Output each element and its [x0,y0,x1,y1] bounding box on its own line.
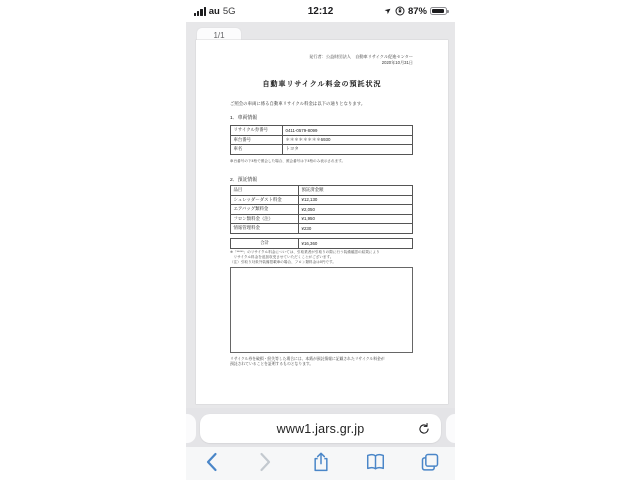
row-label: 車名 [231,145,283,155]
row-value: トヨタ [283,145,413,155]
total-table [230,238,413,249]
table-row [231,224,413,234]
table-row [231,145,413,155]
deposit-fee-table [230,185,413,234]
deposit-note-line: リサイクル料金を追加収受させていただくことがございます。 [230,254,334,259]
back-button[interactable] [196,449,226,475]
tabs-icon [420,452,440,472]
vehicle-table-note: 車台番号の下4桁で照会した場合、照会番号は下4桁のみ表示されます。 [230,159,346,163]
total-row [231,239,413,249]
back-chevron-icon [205,452,218,472]
page-indicator: 1/1 [196,27,242,42]
url-label: www1.jars.gr.jp [276,421,365,436]
issue-date: 2020年10月31日 [381,60,413,65]
carrier-label: au [208,5,220,17]
column-header-amount: 預託済金額 [299,186,413,196]
clock-label: 12:12 [307,5,334,17]
location-arrow-icon: ➤ [382,4,394,17]
safari-browser-screenshot [186,0,455,480]
table-row [231,205,413,215]
row-value: 0411-0579-8099 [283,126,413,136]
total-label: 合計 [231,239,299,249]
reload-icon [417,422,431,436]
battery-percent-label: 87% [407,5,427,17]
fee-amount: ¥12,130 [299,195,413,205]
fee-amount: ¥2,050 [299,205,413,215]
tabs-button[interactable] [415,449,445,475]
row-label: リサイクル券番号 [231,126,283,136]
document-title: 自動車リサイクル料金の預託状況 [262,81,382,88]
column-header-item: 品目 [231,186,299,196]
share-button[interactable] [306,449,336,475]
table-row [231,126,413,136]
deposit-note-line: ※「*****」のリサイクル料金については、引取業者が引取りの際に行う装備確認の結果により [230,250,380,254]
document-issuer [309,54,413,66]
fee-label: 情報管理料金 [231,224,299,234]
deposit-notes [230,250,380,264]
adjacent-tab-left[interactable] [186,414,196,443]
table-row [231,214,413,224]
document-page [196,40,448,404]
forward-chevron-icon [259,452,272,472]
network-type-label: 5G [222,5,236,17]
table-row [231,195,413,205]
footer-note [230,357,385,367]
row-label: 車台番号 [231,135,283,145]
share-icon [311,451,331,473]
footer-note-line: 預託されていることを証明するものとなります。 [230,362,314,367]
address-bar[interactable] [200,414,441,443]
total-amount: ¥16,360 [299,239,413,249]
fee-label: フロン類料金（注） [231,214,299,224]
adjacent-tab-right[interactable] [446,414,455,443]
battery-icon [430,7,447,16]
empty-remarks-box [230,267,413,353]
table-row [231,135,413,145]
row-value: ＊＊＊＊＊＊＊＊6930 [283,135,413,145]
document-intro: ご照会の車両に係る自動車リサイクル料金は以下の通りとなります。 [230,101,366,106]
fee-amount: ¥1,950 [299,214,413,224]
bottom-toolbar [186,447,455,480]
fee-label: エアバッグ類料金 [231,205,299,215]
fee-amount: ¥230 [299,224,413,234]
reload-button[interactable] [416,421,432,437]
issuer-line: 発行者：公益財団法人 自動車リサイクル促進センター [309,54,413,59]
section-vehicle-heading: 1．車両情報 [230,116,258,121]
table-header-row [231,186,413,196]
footer-note-line: リサイクル券を破損・紛失等した場合には、本紙が預託情報に記載されたリサイクル料金が [230,357,385,361]
section-deposit-heading: 2．預託情報 [230,178,258,183]
deposit-note-line: （注）引取り対象外装備搭載車の場合、フロン類料金は0円です。 [230,259,336,264]
bookmarks-button[interactable] [360,449,390,475]
tab-bar [186,408,455,447]
pdf-viewer [186,22,455,408]
status-bar [186,0,455,22]
vehicle-info-table [230,125,413,155]
fee-label: シュレッダーダスト料金 [231,195,299,205]
forward-button[interactable] [251,449,281,475]
book-icon [365,452,386,471]
